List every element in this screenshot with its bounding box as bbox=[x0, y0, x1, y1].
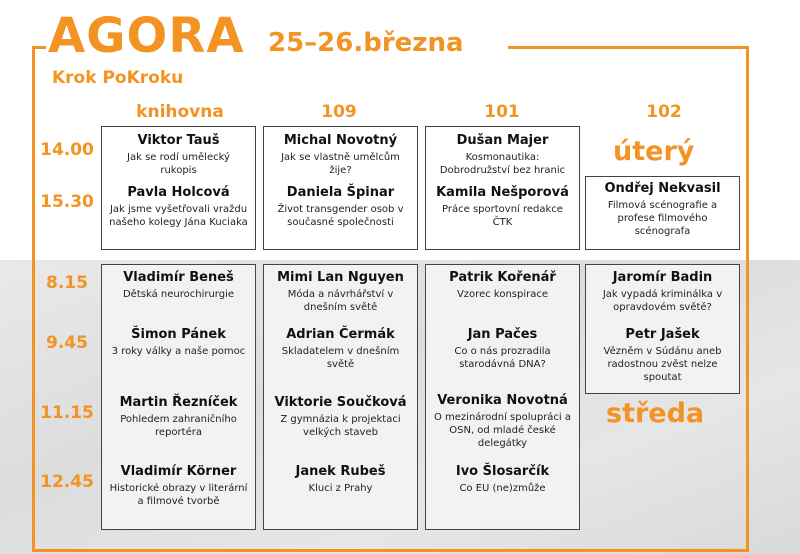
session-item bbox=[264, 395, 417, 439]
speaker-name: Šimon Pánek bbox=[131, 327, 226, 342]
talk-title: Vzorec konspirace bbox=[456, 289, 549, 300]
session-item bbox=[586, 327, 739, 384]
talk-title: Jak se vlastně umělcům žije? bbox=[281, 152, 400, 176]
talk-title: Co o nás prozradila starodávná DNA? bbox=[454, 346, 551, 370]
speaker-name: Patrik Kořenář bbox=[449, 270, 556, 285]
session-item bbox=[426, 270, 579, 301]
speaker-name: Jaromír Badin bbox=[612, 270, 713, 285]
session-item bbox=[264, 464, 417, 495]
speaker-name: Ivo Šlosarčík bbox=[455, 464, 550, 479]
session-item bbox=[102, 270, 255, 301]
talk-title: Z gymnázia k projektaci velkých staveb bbox=[280, 414, 401, 438]
speaker-name: Michal Novotný bbox=[283, 133, 398, 148]
talk-title: Jak jsme vyšetřovali vraždu našeho kolegy Jána Kuciaka bbox=[109, 204, 248, 228]
speaker-name: Veronika Novotná bbox=[437, 393, 568, 408]
talk-title: Móda a návrhářství v dnešním světě bbox=[287, 289, 394, 313]
session-block-tuesday-109 bbox=[263, 126, 418, 250]
session-item bbox=[102, 327, 255, 358]
session-item bbox=[426, 133, 579, 177]
session-item bbox=[102, 464, 255, 508]
speaker-name: Viktorie Součková bbox=[274, 395, 407, 410]
time-slot-label: 15.30 bbox=[40, 192, 94, 212]
session-item bbox=[102, 185, 255, 229]
speaker-name: Kamila Nešporová bbox=[436, 185, 569, 200]
frame-line-top-right bbox=[508, 46, 748, 49]
speaker-name: Dušan Majer bbox=[456, 133, 549, 148]
room-header-109: 109 bbox=[321, 102, 357, 122]
speaker-name: Viktor Tauš bbox=[137, 133, 220, 148]
speaker-name: Jan Pačes bbox=[467, 327, 538, 342]
room-header-102: 102 bbox=[646, 102, 682, 122]
session-item bbox=[264, 270, 417, 314]
session-item bbox=[264, 327, 417, 371]
talk-title: Jak se rodí umělecký rukopis bbox=[127, 152, 230, 176]
session-block-wednesday-109 bbox=[263, 264, 418, 530]
speaker-name: Petr Jašek bbox=[625, 327, 700, 342]
frame-line-top-left bbox=[32, 46, 46, 49]
talk-title: Kluci z Prahy bbox=[308, 483, 373, 494]
event-subtitle: Krok PoKroku bbox=[52, 68, 184, 88]
session-item bbox=[264, 133, 417, 177]
speaker-name: Adrian Čermák bbox=[286, 327, 395, 342]
talk-title: Skladatelem v dnešním světě bbox=[281, 346, 400, 370]
session-block-wednesday-101 bbox=[425, 264, 580, 530]
session-item bbox=[426, 185, 579, 229]
talk-title: Život transgender osob v současné společnosti bbox=[277, 204, 404, 228]
session-item bbox=[102, 133, 255, 177]
talk-title: Pohledem zahraničního reportéra bbox=[120, 414, 237, 438]
session-block-tuesday-102 bbox=[585, 176, 740, 250]
event-dates: 25–26.března bbox=[268, 28, 464, 58]
speaker-name: Pavla Holcová bbox=[127, 185, 230, 200]
talk-title: Vězněm v Súdánu aneb radostnou zvěst nelze spoutat bbox=[603, 346, 722, 383]
day-label-tuesday: úterý bbox=[613, 136, 695, 167]
talk-title: Historické obrazy v literární a filmové tvorbě bbox=[109, 483, 248, 507]
speaker-name: Vladimír Körner bbox=[120, 464, 237, 479]
room-header-knihovna: knihovna bbox=[136, 102, 224, 122]
session-block-wednesday-102 bbox=[585, 264, 740, 394]
speaker-name: Mimi Lan Nguyen bbox=[277, 270, 404, 285]
speaker-name: Janek Rubeš bbox=[295, 464, 386, 479]
time-slot-label: 11.15 bbox=[40, 403, 94, 423]
session-item bbox=[586, 270, 739, 314]
session-block-tuesday-101 bbox=[425, 126, 580, 250]
time-slot-label: 14.00 bbox=[40, 140, 94, 160]
time-slot-label: 8.15 bbox=[46, 273, 88, 293]
talk-title: 3 roky války a naše pomoc bbox=[111, 346, 246, 357]
day-label-wednesday: středa bbox=[606, 398, 705, 429]
talk-title: Kosmonautika: Dobrodružství bez hranic bbox=[439, 152, 566, 176]
session-block-tuesday-knihovna bbox=[101, 126, 256, 250]
session-item bbox=[426, 464, 579, 495]
talk-title: Co EU (ne)zmůže bbox=[459, 483, 546, 494]
talk-title: Dětská neurochirurgie bbox=[122, 289, 235, 300]
session-item bbox=[102, 395, 255, 439]
time-slot-label: 9.45 bbox=[46, 333, 88, 353]
speaker-name: Martin Řezníček bbox=[119, 395, 238, 410]
session-item bbox=[426, 393, 579, 450]
speaker-name: Vladimír Beneš bbox=[123, 270, 234, 285]
talk-title: Filmová scénografie a profese filmového scénografa bbox=[607, 200, 718, 237]
talk-title: Jak vypadá kriminálka v opravdovém světě? bbox=[602, 289, 723, 313]
event-logo-title: AGORA bbox=[48, 8, 245, 64]
talk-title: Práce sportovní redakce ČTK bbox=[442, 204, 563, 228]
talk-title: O mezinárodní spolupráci a OSN, od mladé české delegátky bbox=[433, 412, 572, 449]
session-item bbox=[264, 185, 417, 229]
room-header-101: 101 bbox=[484, 102, 520, 122]
session-item bbox=[426, 327, 579, 371]
frame-line-left bbox=[32, 46, 35, 551]
speaker-name: Daniela Špinar bbox=[286, 185, 395, 200]
frame-line-bottom bbox=[32, 549, 749, 552]
session-block-wednesday-knihovna bbox=[101, 264, 256, 530]
session-item bbox=[586, 181, 739, 238]
speaker-name: Ondřej Nekvasil bbox=[604, 181, 721, 196]
time-slot-label: 12.45 bbox=[40, 472, 94, 492]
